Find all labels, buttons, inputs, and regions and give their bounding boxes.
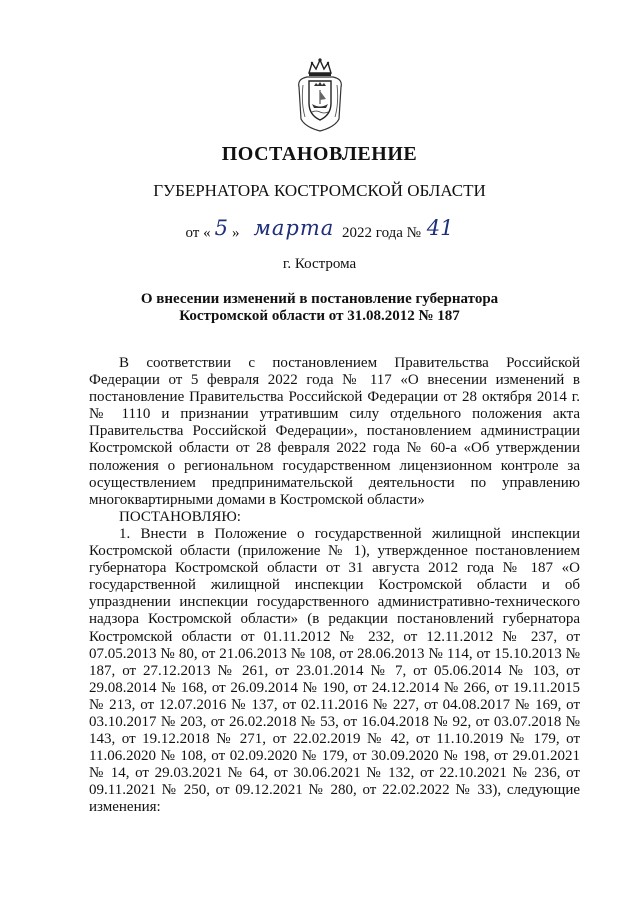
- handwritten-month: марта: [253, 216, 335, 240]
- document-body: [89, 355, 580, 817]
- handwritten-number: 41: [426, 216, 454, 240]
- paragraph-item-1: 1. Внести в Положение о государственной жилищной инспекции Костромской области (приложение № 1), утвержденное постановлением губернатора Костромской области от 31 августа 2012 года № 187 «О государственной жилищной инспекции Костромской области и об упразднении инспекции государственного административно-технического надзора Костромской области» (в редакции постановлений губернатора Костромской области от 01.11.2012 № 232, от 12.11.2012 № 237, от 07.05.2013 № 80, от 21.06.2013 № 108, от 28.06.2013 № 114, от 15.10.2013 № 187, от 27.12.2013 № 261, от 23.01.2014 № 7, от 05.06.2014 № 103, от 29.08.2014 № 168, от 26.09.2014 № 190, от 24.12.2014 № 266, от 19.11.2015 № 213, от 12.07.2016 № 137, от 02.11.2016 № 227, от 04.08.2017 № 169, от 03.10.2017 № 203, от 26.02.2018 № 53, от 16.04.2018 № 92, от 03.07.2018 № 143, от 19.12.2018 № 271, от 22.02.2019 № 42, от 11.10.2019 № 179, от 11.06.2020 № 108, от 02.09.2020 № 179, от 30.09.2020 № 198, от 29.01.2021 № 14, от 29.03.2021 № 64, от 30.06.2021 № 132, от 22.10.2021 № 236, от 09.11.2021 № 250, от 09.12.2021 № 280, от 22.02.2022 № 33), следующие изменения:: [89, 525, 580, 816]
- paragraph-preamble: В соответствии с постановлением Правительства Российской Федерации от 5 февраля 2022 года № 117 «О внесении изменений в постановление Правительства Российской Федерации от 28 октября 2014 г. № 1110 и признании утратившим силу отдельного положения акта Правительства Российской Федерации», постановлением администрации Костромской области от 28 февраля 2022 года № 60-а «Об утверждении положения о региональном государственном лицензионном контроле за осуществлением предпринимательской деятельности по управлению многоквартирными домами в Костромской области»: [89, 355, 580, 508]
- date-prefix: от «: [185, 225, 211, 241]
- document-title: ПОСТАНОВЛЕНИЕ: [221, 143, 418, 165]
- heading-line-1: О внесении изменений в постановление губернатора: [140, 291, 499, 307]
- handwritten-day: 5: [214, 216, 228, 240]
- city-name: г. Кострома: [282, 256, 357, 272]
- heading-line-2: Костромской области от 31.08.2012 № 187: [179, 308, 460, 324]
- document-date-line: [0, 218, 639, 242]
- coat-of-arms-emblem-icon: [295, 57, 345, 133]
- issuing-authority: ГУБЕРНАТОРА КОСТРОМСКОЙ ОБЛАСТИ: [153, 181, 486, 200]
- date-year-text: 2022 года №: [342, 225, 421, 241]
- document-heading: [0, 291, 639, 325]
- decree-word: ПОСТАНОВЛЯЮ:: [119, 508, 241, 525]
- date-close-quote: »: [231, 225, 240, 241]
